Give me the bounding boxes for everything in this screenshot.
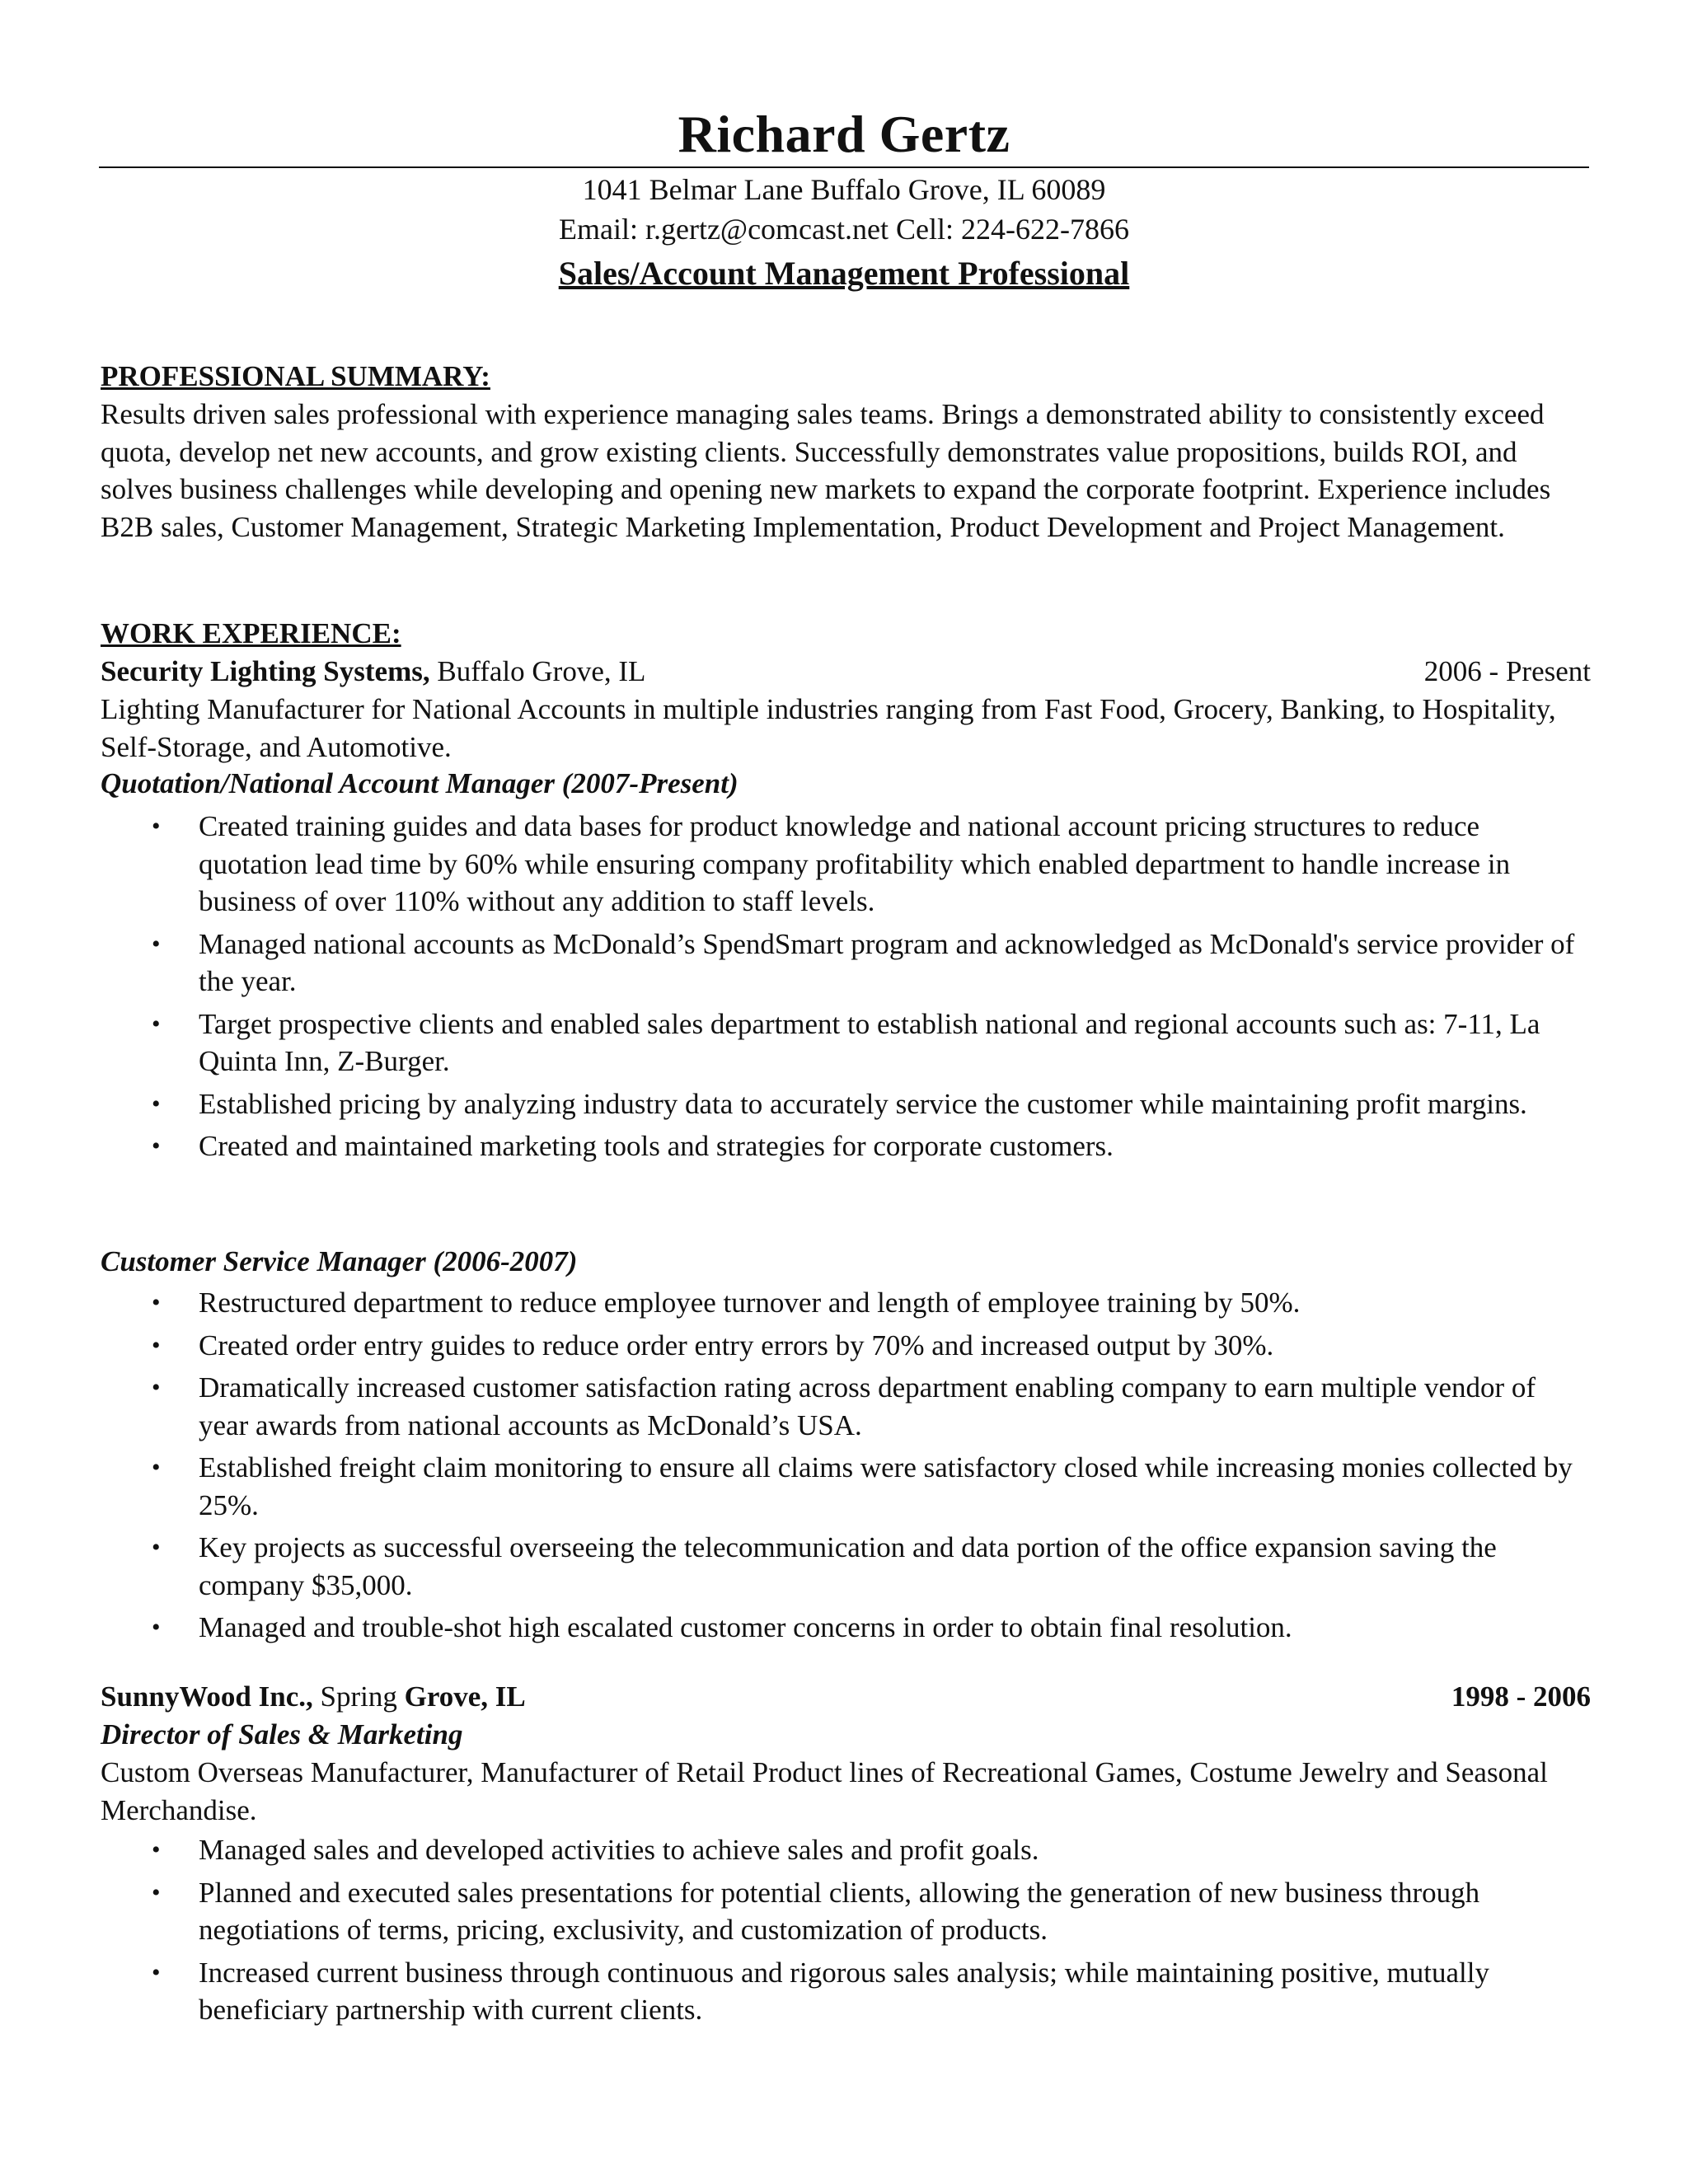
bullet-icon: • (152, 1331, 161, 1359)
bullet-icon: • (152, 1958, 161, 1986)
job2-description: Custom Overseas Manufacturer, Manufacturer of Retail Product lines of Recreational Games, Costume Jewelry and Seasonal Merchandise. (101, 1756, 1548, 1826)
professional-headline: Sales/Account Management Professional (558, 255, 1130, 292)
job1-company: Security Lighting Systems, (101, 655, 430, 687)
job2-header-row (101, 1678, 1591, 1716)
address-line: 1041 Belmar Lane Buffalo Grove, IL 60089 (582, 173, 1106, 206)
job1-role1-bullets (101, 808, 1589, 1170)
list-item: • Restructured department to reduce employee turnover and length of employee training by 50%. (101, 1284, 1589, 1322)
candidate-name: Richard Gertz (678, 105, 1010, 163)
list-item: • Created and maintained marketing tools and strategies for corporate customers. (101, 1127, 1589, 1165)
list-item: • Planned and executed sales presentations for potential clients, allowing the generation of new business through negotiations of terms, pricing, exclusivity, and customization of products. (101, 1874, 1589, 1949)
job2-company: SunnyWood Inc., (101, 1680, 313, 1713)
contact-line: Email: r.gertz@comcast.net Cell: 224-622-7866 (559, 213, 1129, 246)
experience-section-title: WORK EXPERIENCE: (101, 617, 401, 649)
header-divider (99, 166, 1589, 168)
list-item: • Managed national accounts as McDonald’s SpendSmart program and acknowledged as McDonald's service provider of the year. (101, 926, 1589, 1001)
list-item: • Increased current business through continuous and rigorous sales analysis; while maintaining positive, mutually beneficiary partnership with current clients. (101, 1954, 1589, 2029)
job2-bullets (101, 1831, 1589, 2034)
list-item: • Managed and trouble-shot high escalated customer concerns in order to obtain final resolution. (101, 1609, 1589, 1647)
job1-role2-title: Customer Service Manager (2006-2007) (101, 1245, 578, 1277)
list-item: • Key projects as successful overseeing the telecommunication and data portion of the office expansion saving the company $35,000. (101, 1529, 1589, 1604)
summary-section-title: PROFESSIONAL SUMMARY: (101, 360, 490, 392)
bullet-icon: • (152, 813, 161, 840)
bullet-icon: • (152, 1289, 161, 1316)
job2-role-title: Director of Sales & Marketing (101, 1718, 463, 1750)
bullet-icon: • (152, 1534, 161, 1561)
job1-role1-title: Quotation/National Account Manager (2007-Present) (101, 767, 738, 799)
summary-text: Results driven sales professional with experience managing sales teams. Brings a demonstrated ability to consistently exceed quota, develop net new accounts, and grow existing clients. Successfully demonstrates value propositions, builds ROI, and solves business challenges while developing and opening new markets to expand the corporate footprint. Experience includes B2B sales, Customer Management, Strategic Marketing Implementation, Product Development and Project Management. (101, 398, 1551, 543)
bullet-icon: • (152, 1010, 161, 1038)
bullet-icon: • (152, 1614, 161, 1641)
job1-description: Lighting Manufacturer for National Accounts in multiple industries ranging from Fast Food, Grocery, Banking, to Hospitality, Self-Storage, and Automotive. (101, 693, 1556, 763)
bullet-icon: • (152, 1878, 161, 1906)
job2-location-city: Spring (312, 1680, 405, 1713)
job1-header-row (101, 653, 1591, 691)
bullet-icon: • (152, 930, 161, 958)
bullet-icon: • (152, 1836, 161, 1863)
job1-location: Buffalo Grove, IL (429, 655, 646, 687)
list-item: • Established freight claim monitoring to ensure all claims were satisfactory closed while increasing monies collected by 25%. (101, 1449, 1589, 1524)
job1-role2-bullets (101, 1284, 1589, 1652)
list-item: • Established pricing by analyzing industry data to accurately service the customer while maintaining profit margins. (101, 1085, 1589, 1123)
list-item: • Created order entry guides to reduce order entry errors by 70% and increased output by 30%. (101, 1327, 1589, 1365)
job2-dates: 1998 - 2006 (1451, 1680, 1591, 1713)
list-item: • Managed sales and developed activities to achieve sales and profit goals. (101, 1831, 1589, 1869)
list-item: • Created training guides and data bases for product knowledge and national account pricing structures to reduce quotation lead time by 60% while ensuring company profitability which enabled department to handle increase in business of over 110% without any addition to staff levels. (101, 808, 1589, 921)
job2-location-state: Grove, IL (404, 1680, 526, 1713)
bullet-icon: • (152, 1090, 161, 1118)
job1-dates: 2006 - Present (1423, 655, 1591, 687)
list-item: • Dramatically increased customer satisfaction rating across department enabling company to earn multiple vendor of year awards from national accounts as McDonald’s USA. (101, 1369, 1589, 1444)
bullet-icon: • (152, 1132, 161, 1160)
list-item: • Target prospective clients and enabled sales department to establish national and regional accounts such as: 7-11, La Quinta Inn, Z-Burger. (101, 1005, 1589, 1080)
bullet-icon: • (152, 1454, 161, 1481)
bullet-icon: • (152, 1374, 161, 1401)
